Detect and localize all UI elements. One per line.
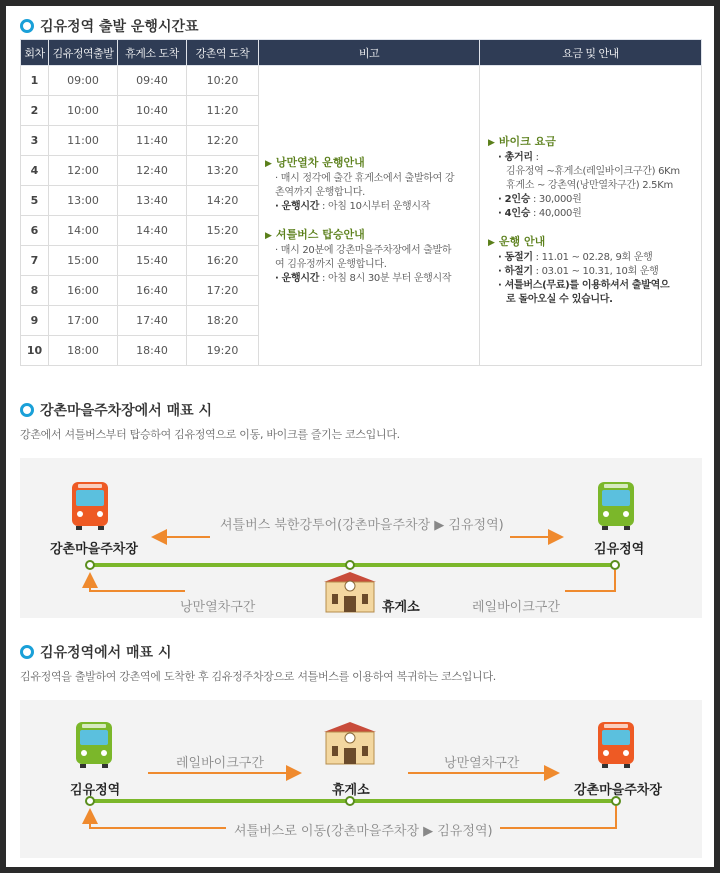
cell: 18:00	[49, 336, 118, 366]
col-header: 강촌역 도착	[187, 40, 259, 66]
cell: 9	[21, 306, 49, 336]
cell: 8	[21, 276, 49, 306]
section3-title-text: 김유정역에서 매표 시	[40, 645, 172, 661]
green-bus-icon	[76, 722, 112, 768]
section1-title-text: 김유정역 출발 운행시간표	[40, 19, 199, 35]
section1-title	[20, 16, 199, 36]
arrow-icon	[565, 570, 615, 591]
route-label: 낭만열차구간	[180, 600, 256, 615]
note-line: · 셔틀버스(무료)를 이용하셔서 출발역으	[498, 279, 670, 291]
timetable	[20, 39, 702, 366]
cell: 19:20	[187, 336, 259, 366]
cell: 17:00	[49, 306, 118, 336]
section2-title-text: 강촌마을주차장에서 매표 시	[40, 403, 213, 419]
note-line: · 매시 20분에 강촌마을주차장에서 출발하	[275, 244, 452, 256]
col-header: 휴게소 도착	[118, 40, 187, 66]
cell: 09:00	[49, 66, 118, 96]
note-line: 휴게소 ~ 강촌역(낭만열차구간) 2.5Km	[506, 179, 673, 191]
route-diagram-2	[20, 700, 702, 858]
stop-label: 강촌마을주차장	[50, 542, 138, 557]
ring-bullet-icon	[20, 403, 34, 417]
cell: 17:20	[187, 276, 259, 306]
rest-area-building-icon	[324, 722, 376, 764]
note-line: · 동절기 : 11.01 ~ 02.28, 9회 운행	[498, 251, 653, 263]
cell: 7	[21, 246, 49, 276]
cell: 13:20	[187, 156, 259, 186]
cell: 18:20	[187, 306, 259, 336]
cell: 12:40	[118, 156, 187, 186]
route-label: 셔틀버스 북한강투어(강촌마을주차장 ▶ 김유정역)	[220, 518, 504, 533]
cell: 18:40	[118, 336, 187, 366]
cell: 10:40	[118, 96, 187, 126]
stop-label: 김유정역	[594, 542, 645, 557]
stop-label: 김유정역	[70, 783, 121, 798]
col-header: 회차	[21, 40, 49, 66]
arrow-icon	[90, 576, 185, 591]
cell: 10:20	[187, 66, 259, 96]
col-header: 김유정역출발	[49, 40, 118, 66]
note-line: · 매시 정각에 출간 휴게소에서 출발하여 강	[275, 172, 455, 184]
cell: 11:40	[118, 126, 187, 156]
route-label: 레일바이크구간	[176, 756, 264, 771]
cell: 11:20	[187, 96, 259, 126]
cell: 14:20	[187, 186, 259, 216]
cell: 15:40	[118, 246, 187, 276]
note-line: 로 돌아오실 수 있습니다.	[506, 293, 613, 305]
cell: 2	[21, 96, 49, 126]
cell: 16:40	[118, 276, 187, 306]
ring-bullet-icon	[20, 645, 34, 659]
note-line: 김유정역 ~휴게소(레일바이크구간) 6Km	[506, 165, 680, 177]
section2-description: 강촌에서 셔틀버스부터 탑승하여 김유정역으로 이동, 바이크를 즐기는 코스입니다.	[20, 428, 400, 441]
cell: 5	[21, 186, 49, 216]
cell: 15:00	[49, 246, 118, 276]
note-line: · 4인승 : 40,000원	[498, 207, 582, 219]
cell: 10:00	[49, 96, 118, 126]
col-header: 요금 및 안내	[480, 40, 702, 66]
bike-fee-heading: ▶ 바이크 요금	[488, 134, 556, 148]
route-label: 셔틀버스로 이동(강촌마을주차장 ▶ 김유정역)	[234, 824, 493, 839]
cell: 09:40	[118, 66, 187, 96]
note-line: · 운행시간 : 아침 10시부터 운행시작	[275, 200, 431, 212]
cell: 6	[21, 216, 49, 246]
cell: 3	[21, 126, 49, 156]
arrow-icon	[90, 812, 226, 828]
stop-label: 강촌마을주차장	[574, 783, 662, 798]
cell: 15:20	[187, 216, 259, 246]
note-line: · 총거리 :	[498, 151, 539, 163]
note-line: · 2인승 : 30,000원	[498, 193, 582, 205]
remarks-cell	[259, 66, 480, 366]
note-line: · 운행시간 : 아침 8시 30분 부터 운행시작	[275, 272, 452, 284]
rest-area-building-icon	[324, 572, 376, 612]
col-header: 비고	[259, 40, 480, 66]
section3-title	[20, 642, 171, 662]
route-label: 레일바이크구간	[472, 600, 560, 615]
route-diagram-1	[20, 458, 702, 618]
note-line: · 하절기 : 03.01 ~ 10.31, 10회 운행	[498, 265, 659, 277]
cell: 12:00	[49, 156, 118, 186]
note-line: 촌역까지 운행합니다.	[275, 186, 365, 198]
cell: 16:20	[187, 246, 259, 276]
stop-label: 휴게소	[382, 600, 420, 615]
route-label: 낭만열차구간	[444, 756, 520, 771]
cell: 12:20	[187, 126, 259, 156]
cell: 14:00	[49, 216, 118, 246]
cell: 4	[21, 156, 49, 186]
timetable-header	[21, 40, 702, 66]
cell: 13:00	[49, 186, 118, 216]
arrow-icon	[500, 806, 616, 828]
ring-bullet-icon	[20, 19, 34, 33]
orange-bus-icon	[598, 722, 634, 768]
cell: 17:40	[118, 306, 187, 336]
green-bus-icon	[598, 482, 634, 530]
page-frame	[6, 6, 714, 867]
shuttle-info-heading: ▶ 셔틀버스 탑승안내	[265, 227, 365, 241]
table-row	[21, 66, 702, 96]
section2-title	[20, 400, 212, 420]
orange-bus-icon	[72, 482, 108, 530]
cell: 14:40	[118, 216, 187, 246]
stop-label: 휴게소	[332, 783, 370, 798]
cell: 16:00	[49, 276, 118, 306]
section3-description: 김유정역을 출발하여 강촌역에 도착한 후 김유정주차장으로 셔틀버스를 이용하여 복귀하는 코스입니다.	[20, 670, 496, 683]
cell: 13:40	[118, 186, 187, 216]
fees-cell	[480, 66, 702, 366]
note-line: 여 김유정까지 운행합니다.	[275, 258, 387, 270]
cell: 1	[21, 66, 49, 96]
operation-info-heading: ▶ 운행 안내	[488, 234, 546, 248]
cell: 11:00	[49, 126, 118, 156]
train-info-heading: ▶ 낭만열차 운행안내	[265, 155, 365, 169]
cell: 10	[21, 336, 49, 366]
